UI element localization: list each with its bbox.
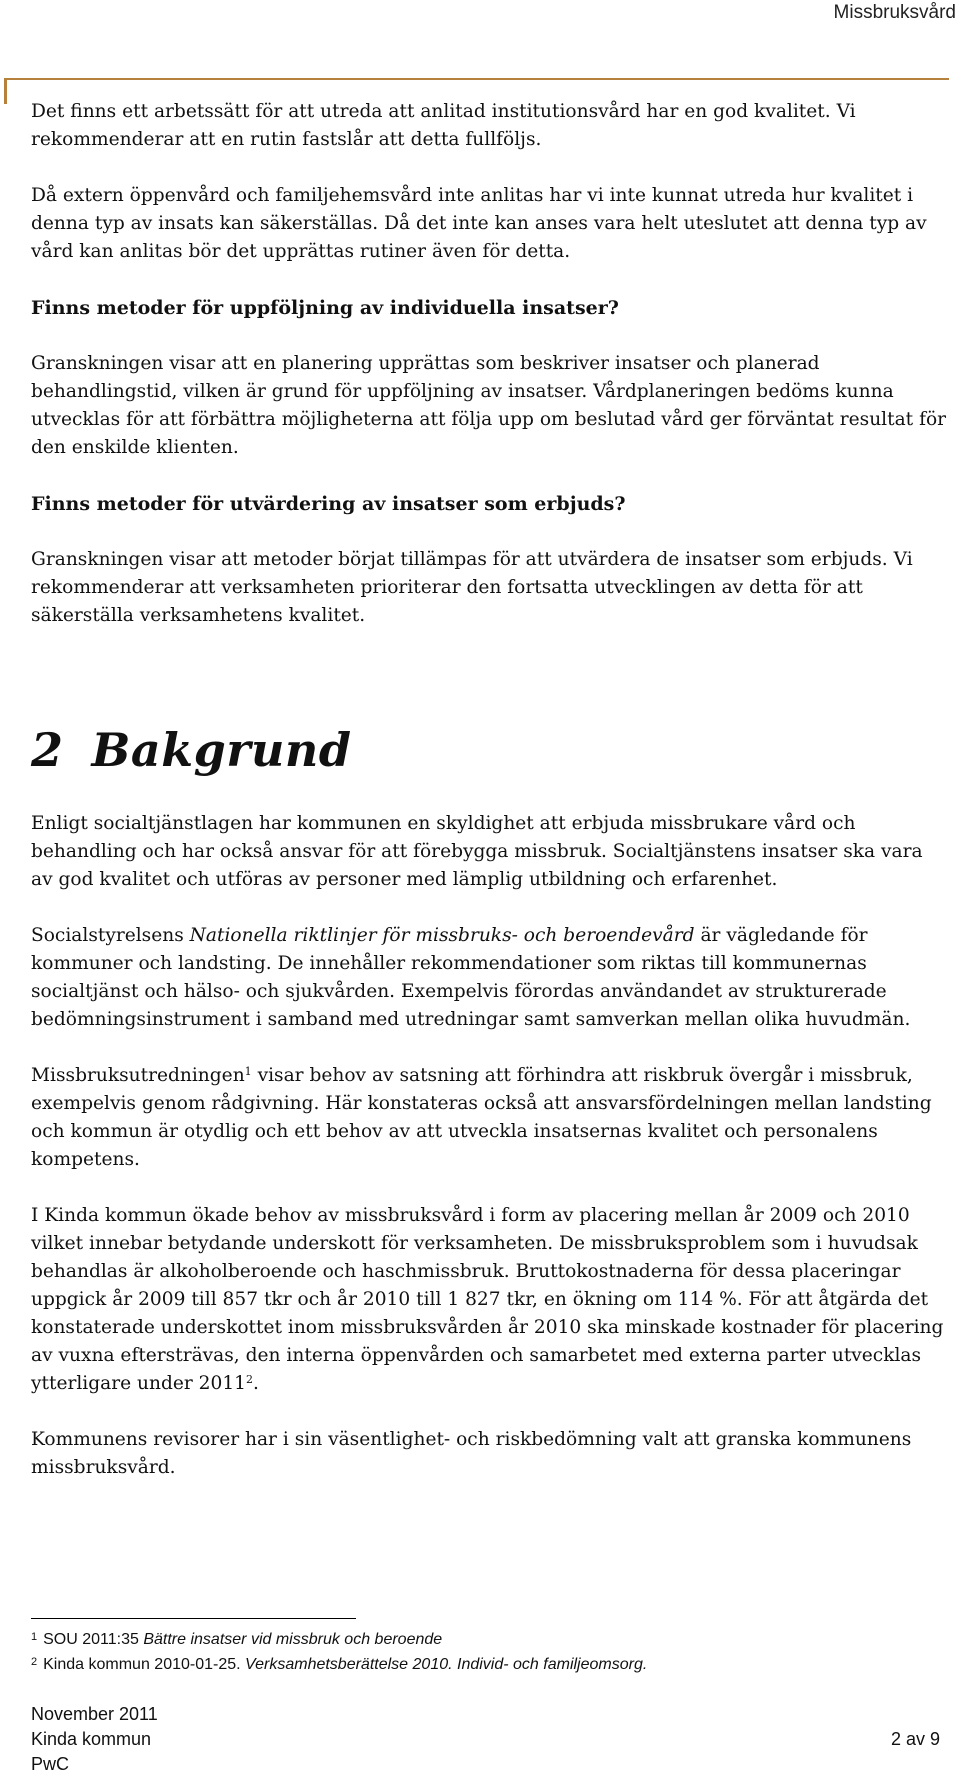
paragraph: Enligt socialtjänstlagen har kommunen en skyldighet att erbjuda missbrukare vård och behandling och har också ansvar för att förebygga missbruk. Socialtjänstens insatser ska vara av god kvalitet och utföras av personer med lämplig utbildning och erfarenhet.: [31, 813, 923, 890]
chapter-heading: [31, 722, 949, 778]
chapter-title: Bakgrund: [91, 723, 352, 777]
text-span: Missbruksutredningen: [31, 1065, 245, 1086]
chapter-number: 2: [31, 723, 64, 777]
paragraph: Granskningen visar att en planering upprättas som beskriver insatser och planerad behandlingstid, vilken är grund för uppföljning av insatser. Vårdplaneringen bedöms kunna utvecklas för att förbättra möjligheterna att följa upp om beslutad vård ger förväntat resultat för den enskilde klienten.: [31, 353, 947, 458]
footnote: [31, 1627, 931, 1652]
document-body: [31, 98, 949, 1510]
footnotes: [31, 1627, 931, 1677]
section-heading: Finns metoder för utvärdering av insatser som erbjuds?: [31, 493, 626, 515]
text-span: visar behov av satsning att förhindra att riskbruk övergår i missbruk, exempelvis genom rådgivning. Här konstateras också att ansvarsfördelningen mellan landsting och kommun är otydlig och ett behov av att utveckla insatsernas kvalitet och personalens kompetens.: [31, 1065, 932, 1170]
footnote-number: 2: [31, 1656, 38, 1668]
page-header-title: Missbruksvård: [833, 2, 956, 23]
text-span: I Kinda kommun ökade behov av missbruksvård i form av placering mellan år 2009 och 2010 vilket innebar betydande underskott för verksamheten. De missbruksproblem som i huvudsak behandlas är alkoholberoende och haschmissbruk. Bruttokostnaderna för dessa placeringar uppgick år 2009 till 857 tkr och år 2010 till 1 827 tkr, en ökning om 114 %. För att åtgärda det konstaterade underskottet inom missbruksvården år 2010 ska minskade kostnader för placering av vuxna eftersträvas, den interna öppenvården och samarbetet med externa parter utvecklas ytterligare under 2011: [31, 1205, 944, 1394]
footnote-reference[interactable]: 2: [246, 1373, 253, 1386]
footnote-text: SOU 2011:35: [43, 1631, 144, 1648]
page-footer: [31, 1702, 931, 1777]
paragraph: Då extern öppenvård och familjehemsvård inte anlitas har vi inte kunnat utreda hur kvalitet i denna typ av insats kan säkerställas. Då det inte kan anses vara helt uteslutet att denna typ av vård kan anlitas bör det upprättas rutiner även för detta.: [31, 185, 927, 262]
paragraph: Granskningen visar att metoder börjat tillämpas för att utvärdera de insatser som erbjuds. Vi rekommenderar att verksamheten prioriterar den fortsatta utvecklingen av detta för att säkerställa verksamhetens kvalitet.: [31, 549, 913, 626]
paragraph: Det finns ett arbetssätt för att utreda att anlitad institutionsvård har en god kvalitet. Vi rekommenderar att en rutin fastslår att detta fullföljs.: [31, 101, 856, 150]
footnote-title: Verksamhetsberättelse 2010. Individ- och familjeomsorg.: [245, 1656, 648, 1673]
paragraph: [31, 1202, 949, 1398]
footnote-text: Kinda kommun 2010-01-25.: [43, 1656, 246, 1673]
footer-date: November 2011: [31, 1704, 158, 1724]
header-rule: [4, 78, 949, 80]
text-span: .: [253, 1373, 259, 1394]
footer-organization: Kinda kommun: [31, 1729, 152, 1749]
text-span: är vägledande för kommuner och landsting. De innehåller rekommendationer som riktas till kommunernas socialtjänst och hälso- och sjukvården. Exempelvis förordas användandet av strukturerade bedömningsinstrument i samband med utredningar samt samverkan mellan olika huvudmän.: [31, 925, 911, 1030]
page-number: 2 av 9: [890, 1729, 940, 1749]
paragraph: Kommunens revisorer har i sin väsentlighet- och riskbedömning valt att granska kommunens missbruksvård.: [31, 1429, 912, 1478]
paragraph: [31, 922, 949, 1034]
corner-mark: [4, 78, 7, 104]
text-span: Socialstyrelsens: [31, 925, 190, 946]
section-heading: Finns metoder för uppföljning av individuella insatser?: [31, 297, 619, 319]
footnote-separator: [31, 1618, 356, 1619]
paragraph: [31, 1062, 949, 1174]
footnote-title: Bättre insatser vid missbruk och beroende: [143, 1631, 443, 1648]
footnote-number: 1: [31, 1631, 38, 1643]
footnote: [31, 1652, 931, 1677]
guideline-title: Nationella riktlinjer för missbruks- och beroendevård: [189, 925, 695, 946]
footer-firm: PwC: [31, 1754, 70, 1774]
footnote-reference[interactable]: 1: [244, 1065, 252, 1078]
